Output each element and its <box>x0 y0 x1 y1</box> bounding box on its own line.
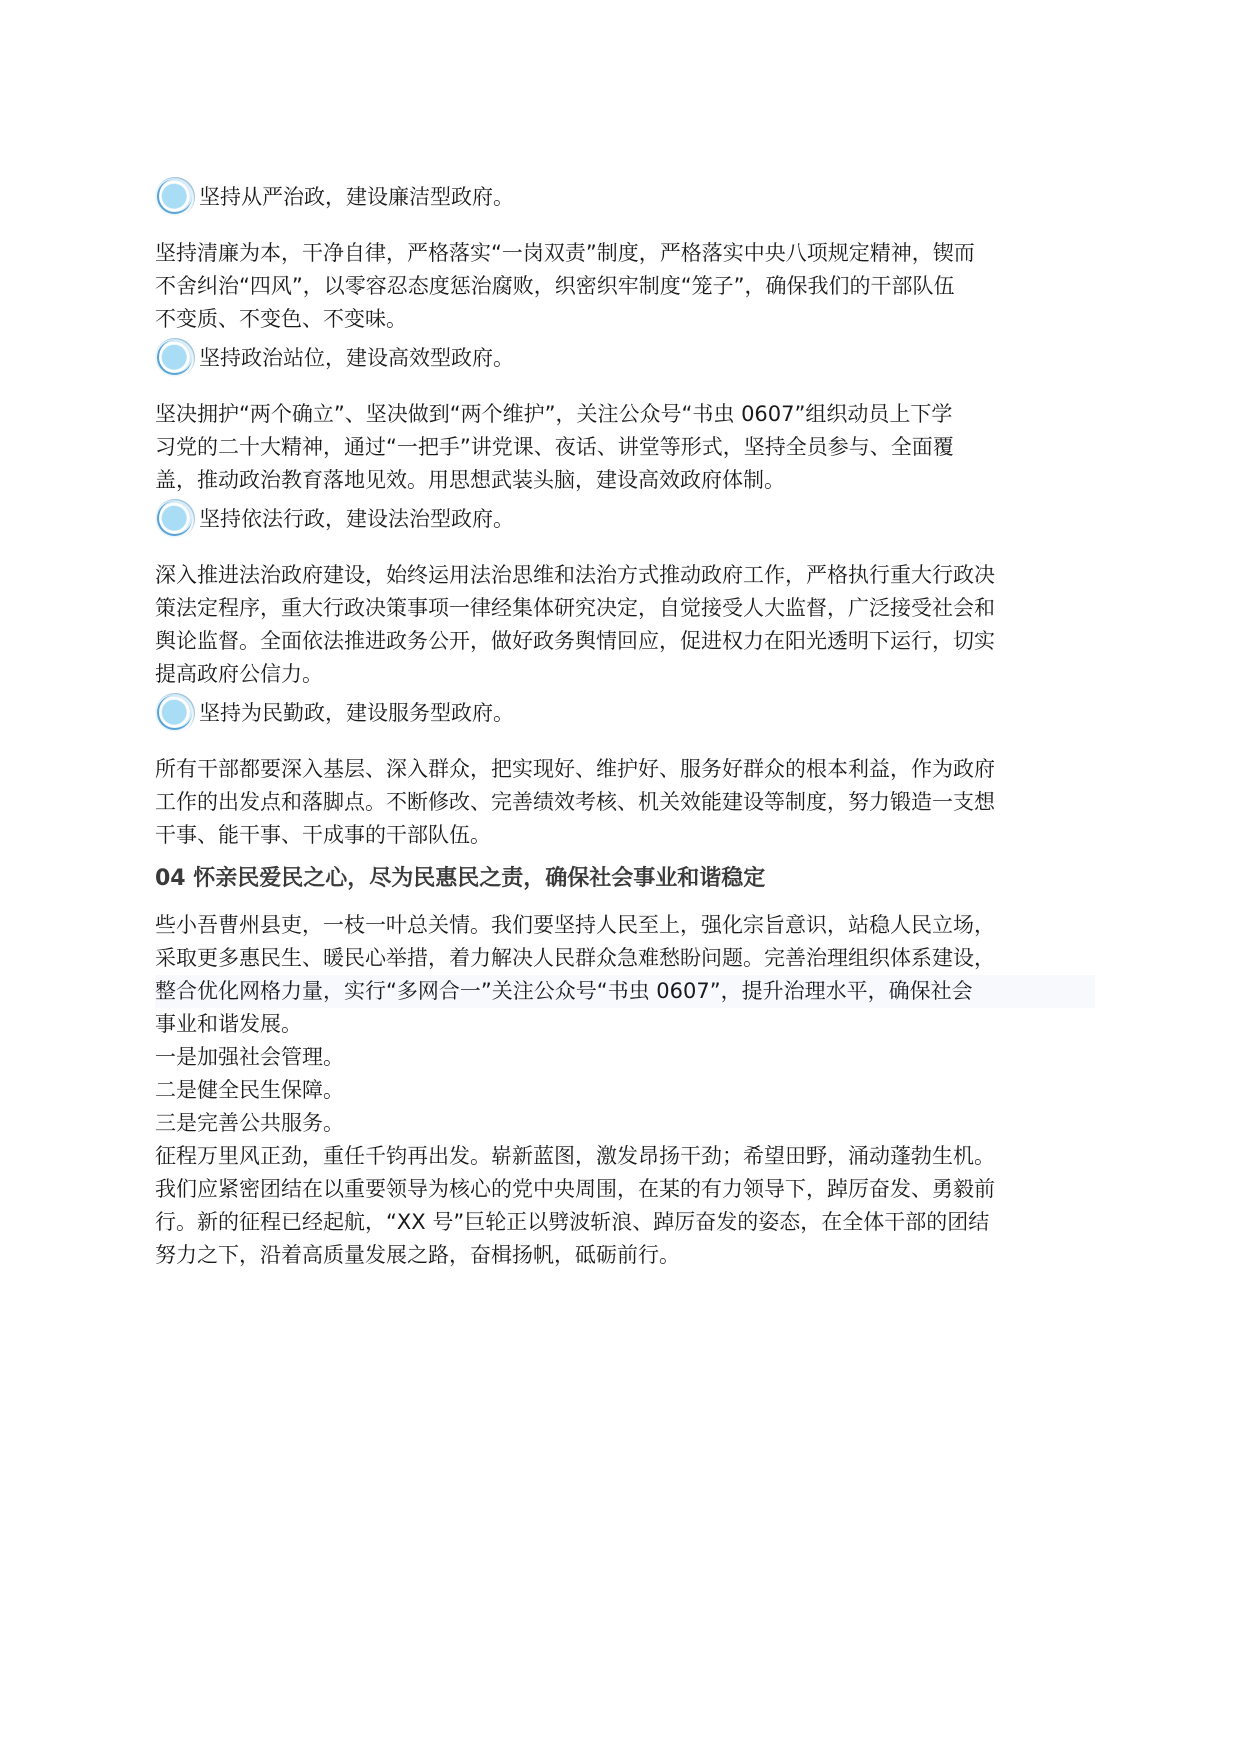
item-heading <box>155 497 1095 541</box>
item-paragraph <box>155 559 1095 691</box>
item-paragraph <box>155 398 1095 497</box>
paragraph-line: 舆论监督。全面依法推进政务公开，做好政务舆情回应，促进权力在阳光透明下运行，切实 <box>155 629 995 653</box>
paragraph-line: 整合优化网格力量，实行“多网合一”关注公众号“书虫 0607”，提升治理水平，确保社会 <box>155 975 1095 1008</box>
paragraph-line: 我们应紧密团结在以重要领导为核心的党中央周围，在某的有力领导下，踔厉奋发、勇毅前 <box>155 1177 995 1201</box>
section-paragraph <box>155 909 1095 1272</box>
paragraph-line: 坚决拥护“两个确立”、坚决做到“两个维护”，关注公众号“书虫 0607”组织动员上下学 <box>155 402 953 426</box>
item-heading-text: 坚持为民勤政，建设服务型政府。 <box>199 701 514 725</box>
list-item: 三是完善公共服务。 <box>155 1111 344 1135</box>
paragraph-line: 干事、能干事、干成事的干部队伍。 <box>155 823 491 847</box>
paragraph-line: 些小吾曹州县吏，一枝一叶总关情。我们要坚持人民至上，强化宗旨意识，站稳人民立场， <box>155 913 995 937</box>
paragraph-line: 深入推进法治政府建设，始终运用法治思维和法治方式推动政府工作，严格执行重大行政决 <box>155 563 995 587</box>
paragraph-line: 努力之下，沿着高质量发展之路，奋楫扬帆，砥砺前行。 <box>155 1243 680 1267</box>
item-heading <box>155 336 1095 380</box>
list-item: 二是健全民生保障。 <box>155 1078 344 1102</box>
circle-bullet-icon <box>155 338 195 378</box>
paragraph-line: 所有干部都要深入基层、深入群众，把实现好、维护好、服务好群众的根本利益，作为政府 <box>155 757 995 781</box>
paragraph-line: 盖，推动政治教育落地见效。用思想武装头脑，建设高效政府体制。 <box>155 468 785 492</box>
paragraph-line: 征程万里风正劲，重任千钧再出发。崭新蓝图，激发昂扬干劲；希望田野，涌动蓬勃生机。 <box>155 1144 995 1168</box>
item-heading <box>155 175 1095 219</box>
paragraph-line: 策法定程序，重大行政决策事项一律经集体研究决定，自觉接受人大监督，广泛接受社会和 <box>155 596 995 620</box>
section-title: 04 怀亲民爱民之心，尽为民惠民之责，确保社会事业和谐稳定 <box>155 866 766 891</box>
paragraph-line: 坚持清廉为本，干净自律，严格落实“一岗双责”制度，严格落实中央八项规定精神，锲而 <box>155 241 975 265</box>
item-heading <box>155 691 1095 735</box>
item-paragraph <box>155 237 1095 336</box>
item-heading-text: 坚持从严治政，建设廉洁型政府。 <box>199 185 514 209</box>
circle-bullet-icon <box>155 693 195 733</box>
item-heading-text: 坚持政治站位，建设高效型政府。 <box>199 346 514 370</box>
paragraph-line: 采取更多惠民生、暖民心举措，着力解决人民群众急难愁盼问题。完善治理组织体系建设， <box>155 946 995 970</box>
item-paragraph <box>155 753 1095 852</box>
list-item: 一是加强社会管理。 <box>155 1045 344 1069</box>
paragraph-line: 工作的出发点和落脚点。不断修改、完善绩效考核、机关效能建设等制度，努力锻造一支想 <box>155 790 995 814</box>
paragraph-line: 行。新的征程已经起航，“XX 号”巨轮正以劈波斩浪、踔厉奋发的姿态，在全体干部的团结 <box>155 1210 990 1234</box>
circle-bullet-icon <box>155 177 195 217</box>
paragraph-line: 事业和谐发展。 <box>155 1012 302 1036</box>
item-heading-text: 坚持依法行政，建设法治型政府。 <box>199 507 514 531</box>
document-page <box>155 175 1095 1272</box>
paragraph-line: 提高政府公信力。 <box>155 662 323 686</box>
paragraph-line: 不舍纠治“四风”，以零容忍态度惩治腐败，织密织牢制度“笼子”，确保我们的干部队伍 <box>155 274 955 298</box>
circle-bullet-icon <box>155 499 195 539</box>
paragraph-line: 不变质、不变色、不变味。 <box>155 307 407 331</box>
paragraph-line: 习党的二十大精神，通过“一把手”讲党课、夜话、讲堂等形式，坚持全员参与、全面覆 <box>155 435 954 459</box>
